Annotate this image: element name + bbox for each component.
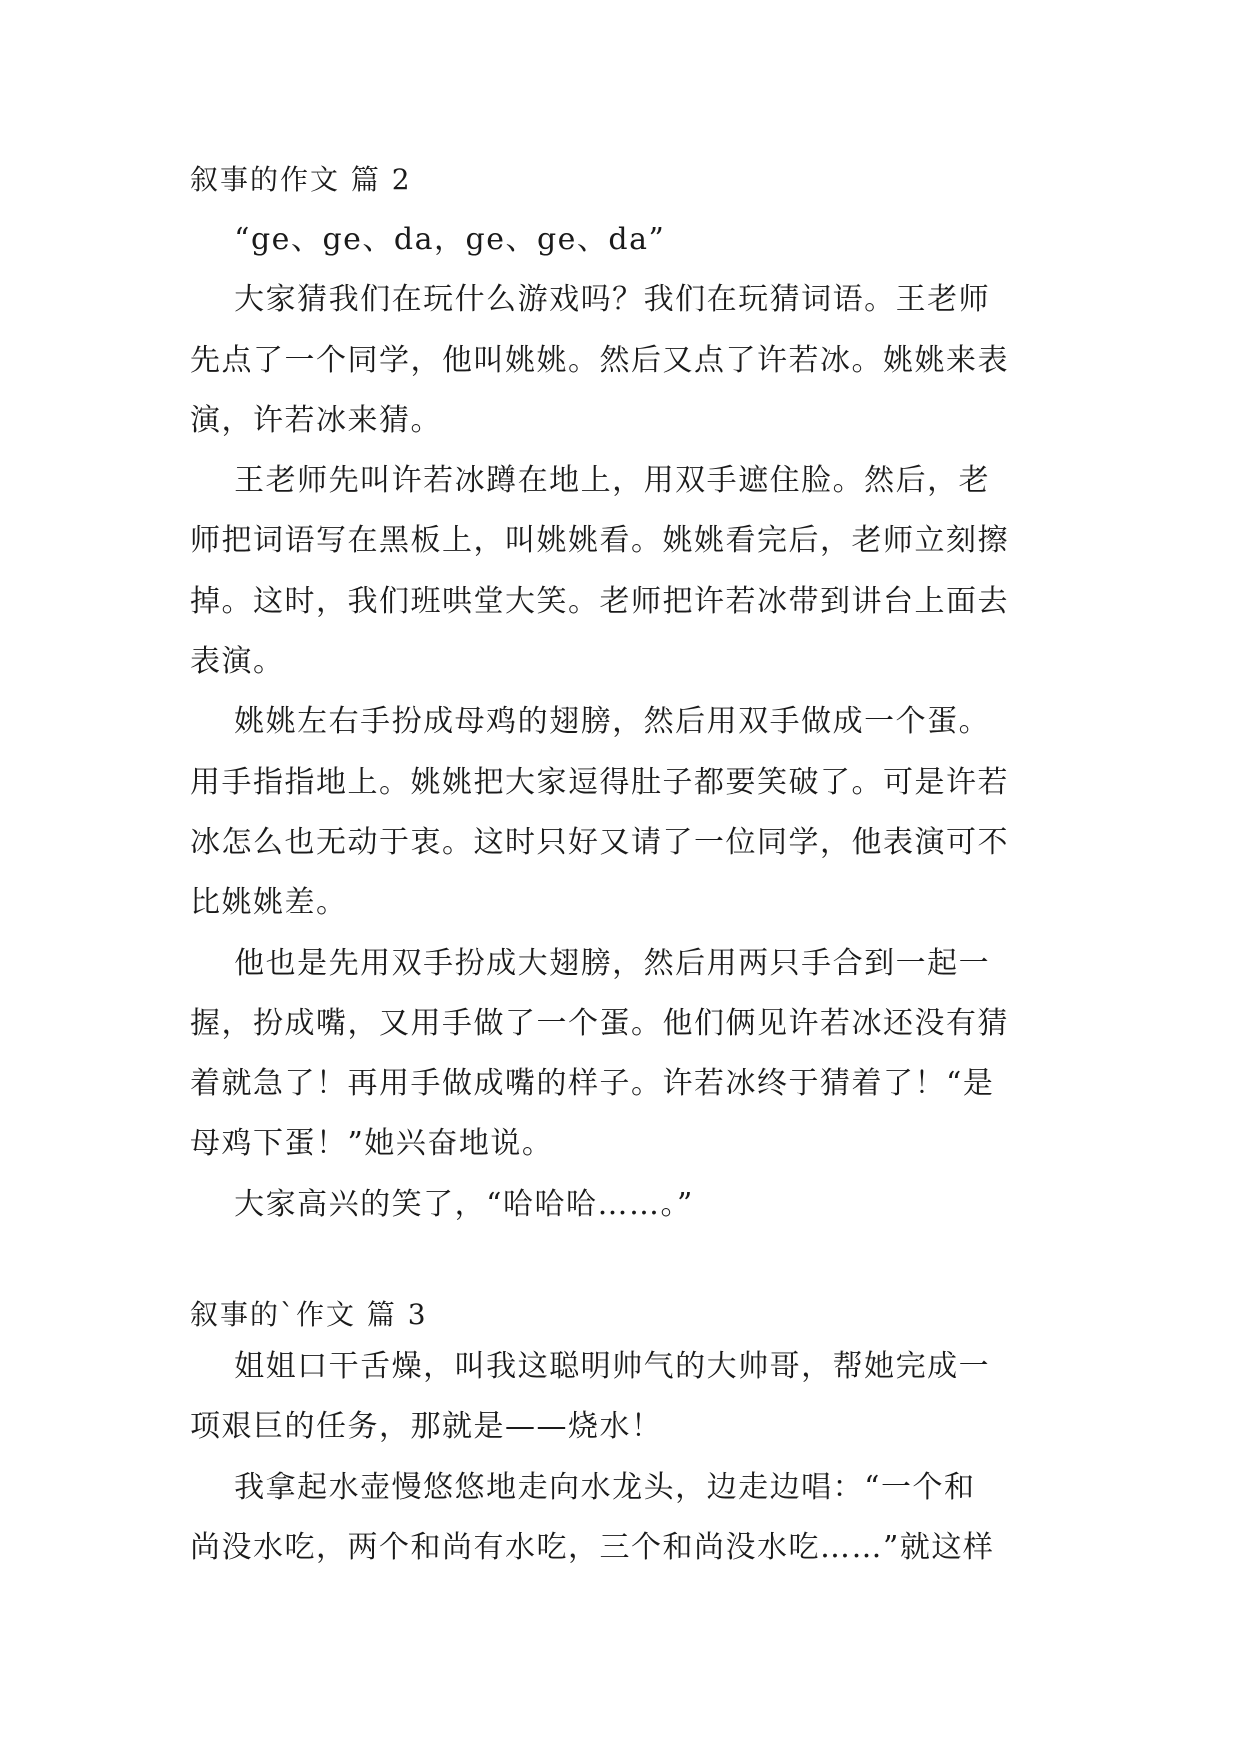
essay-section <box>190 1295 1070 1578</box>
essay-section <box>190 160 1070 1235</box>
essay-paragraph: 姐姐口干舌燥，叫我这聪明帅气的大帅哥，帮她完成一 项艰巨的任务，那就是——烧水！ <box>190 1349 991 1445</box>
document-body <box>190 160 1070 1578</box>
essay-heading: 叙事的作文 篇 2 <box>190 163 412 196</box>
essay-paragraph: 他也是先用双手扮成大翅膀，然后用两只手合到一起一 握，扮成嘴，又用手做了一个蛋。他们俩见许若冰还没有猜 着就急了！再用手做成嘴的样子。许若冰终于猜着了！“是 母鸡下蛋！”她兴奋地说。 <box>190 945 1009 1162</box>
essay-paragraph: 姚姚左右手扮成母鸡的翅膀，然后用双手做成一个蛋。 用手指指地上。姚姚把大家逗得肚子都要笑破了。可是许若 冰怎么也无动于衷。这时只好又请了一位同学，他表演可不 比姚姚差。 <box>190 704 1009 921</box>
essay-paragraph: 大家猜我们在玩什么游戏吗？我们在玩猜词语。王老师 先点了一个同学，他叫姚姚。然后又点了许若冰。姚姚来表 演，许若冰来猜。 <box>190 282 1009 438</box>
essay-paragraph: “ge、ge、da，ge、ge、da” <box>190 222 666 257</box>
section-spacer <box>190 1235 1070 1295</box>
essay-paragraph: 王老师先叫许若冰蹲在地上，用双手遮住脸。然后，老 师把词语写在黑板上，叫姚姚看。姚姚看完后，老师立刻擦 掉。这时，我们班哄堂大笑。老师把许若冰带到讲台上面去 表演。 <box>190 463 1009 680</box>
essay-paragraph: 大家高兴的笑了，“哈哈哈……。” <box>190 1186 694 1222</box>
essay-heading: 叙事的`作文 篇 3 <box>190 1298 428 1332</box>
essay-paragraph: 我拿起水壶慢悠悠地走向水龙头，边走边唱：“一个和 尚没水吃，两个和尚有水吃，三个和尚没水吃……”就这样 <box>190 1469 995 1565</box>
